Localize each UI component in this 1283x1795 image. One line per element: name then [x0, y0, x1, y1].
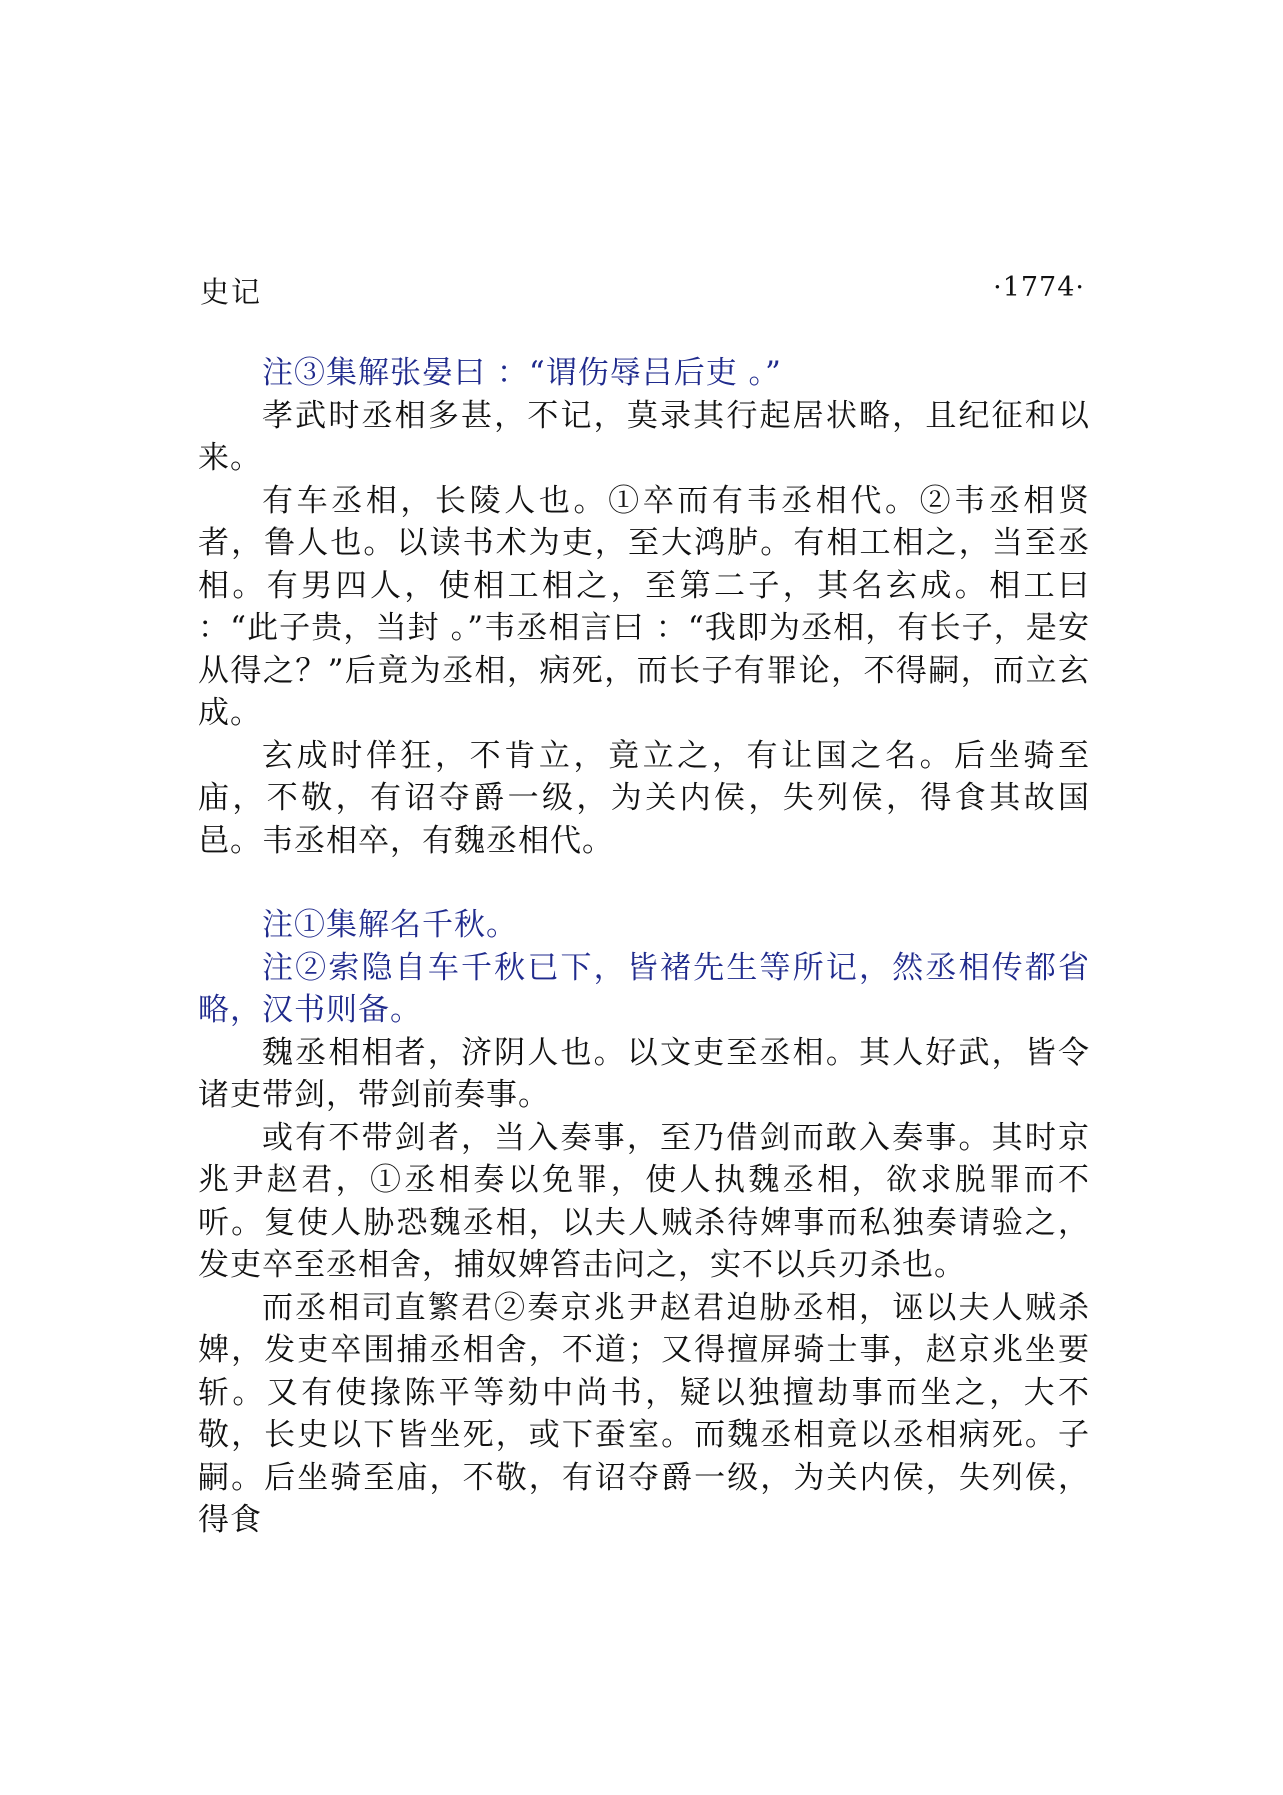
page-header: [200, 270, 1085, 310]
annotation-paragraph: 注①集解名千秋。: [262, 907, 518, 943]
annotation-paragraph: 注②索隐自车千秋已下，皆褚先生等所记，然丞相传都省略，汉书则备。: [198, 949, 1090, 1028]
text-paragraph: 而丞相司直繁君②奏京兆尹赵君迫胁丞相，诬以夫人贼杀婢，发吏卒围捕丞相舍，不道；又得擅屏骑士事，赵京兆坐要斩。又有使掾陈平等劾中尚书，疑以独擅劫事而坐之，大不敬，长史以下皆坐死，或下蚕室。而魏丞相竟以丞相病死。子嗣。后坐骑至庙，不敬，有诏夺爵一级，为关内侯，失列侯，得食: [198, 1289, 1090, 1538]
text-paragraph: 或有不带剑者，当入奏事，至乃借剑而敢入奏事。其时京兆尹赵君，①丞相奏以免罪，使人执魏丞相，欲求脱罪而不听。复使人胁恐魏丞相，以夫人贼杀待婢事而私独奏请验之，发吏卒至丞相舍，捕奴婢笞击问之，实不以兵刃杀也。: [198, 1119, 1090, 1283]
text-paragraph: 玄成时佯狂，不肯立，竟立之，有让国之名。后坐骑至庙，不敬，有诏夺爵一级，为关内侯，失列侯，得食其故国邑。韦丞相卒，有魏丞相代。: [198, 737, 1090, 859]
page-body: [198, 352, 1090, 1542]
book-title: 史记: [200, 275, 263, 309]
page-number: ·1774·: [993, 272, 1085, 303]
text-paragraph: 魏丞相相者，济阴人也。以文吏至丞相。其人好武，皆令诸吏带剑，带剑前奏事。: [198, 1034, 1090, 1113]
text-paragraph: 孝武时丞相多甚，不记，莫录其行起居状略，且纪征和以来。: [198, 397, 1090, 476]
annotation-paragraph: 注③集解张晏曰 ：“谓伤辱吕后吏 。”: [262, 355, 782, 391]
paragraph-spacer: [198, 862, 1090, 904]
text-paragraph: 有车丞相，长陵人也。①卒而有韦丞相代。②韦丞相贤者，鲁人也。以读书术为吏，至大鸿胪。有相工相之，当至丞相。有男四人，使相工相之，至第二子，其名玄成。相工曰 ：“此子贵，当封 。”韦丞相言曰 ：“我即为丞相，有长子，是安从得之？”后竟为丞相，病死，而长子有罪论，不得嗣，而立玄成。: [198, 482, 1090, 731]
